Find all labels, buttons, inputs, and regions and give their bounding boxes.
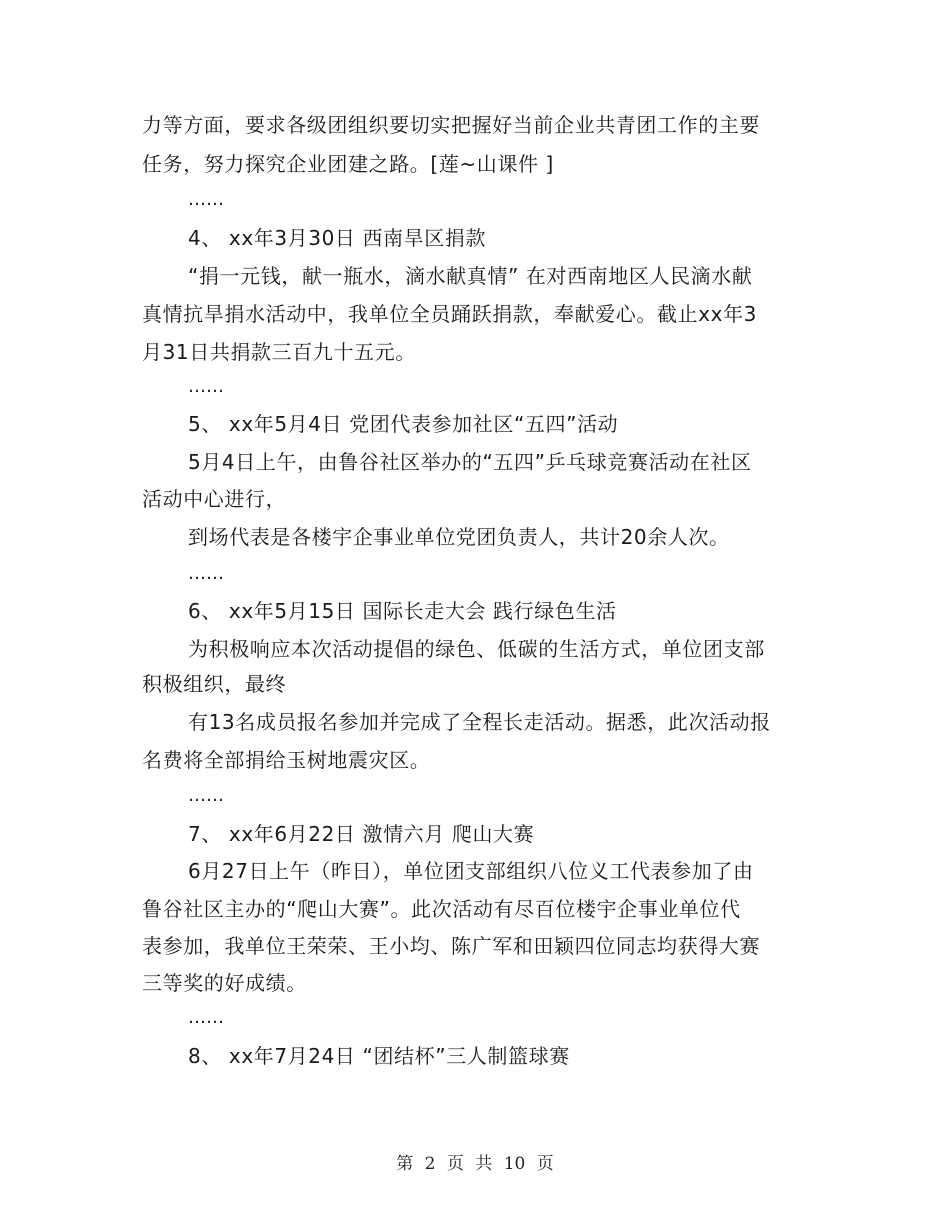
body-line: 为积极响应本次活动提倡的绿色、低碳的生活方式，单位团支部 <box>188 637 765 661</box>
body-line: 鲁谷社区主办的“爬山大赛”。此次活动有尽百位楼宇企事业单位代 <box>142 897 741 921</box>
body-line: 5月4日上午，由鲁谷社区举办的“五四”乒乓球竞赛活动在社区 <box>188 450 752 474</box>
body-line: 名费将全部捐给玉树地震灾区。 <box>142 748 431 772</box>
section-heading-6: 6、 xx年5月15日 国际长走大会 践行绿色生活 <box>188 599 617 623</box>
body-line: 任务，努力探究企业团建之路。[莲~山课件 ] <box>142 152 554 176</box>
footer-prefix: 第 <box>396 1154 414 1174</box>
body-line: 活动中心进行， <box>142 487 287 511</box>
ellipsis-line: …… <box>188 1007 224 1028</box>
section-heading-8: 8、 xx年7月24日 “团结杯”三人制篮球赛 <box>188 1044 570 1068</box>
page-footer <box>0 1152 950 1176</box>
body-line: 力等方面，要求各级团组织要切实把握好当前企业共青团工作的主要 <box>142 113 760 137</box>
body-line: 月31日共捐款三百九十五元。 <box>142 340 416 364</box>
ellipsis-line: …… <box>188 376 224 397</box>
section-heading-5: 5、 xx年5月4日 党团代表参加社区“五四”活动 <box>188 412 619 436</box>
footer-page-number: 2 <box>424 1154 436 1174</box>
ellipsis-line: …… <box>188 189 224 210</box>
footer-suffix: 页 <box>536 1154 554 1174</box>
ellipsis-line: …… <box>188 563 224 584</box>
body-line: 积极组织，最终 <box>142 672 287 696</box>
footer-total-pages: 10 <box>503 1154 526 1174</box>
body-line: 真情抗旱捐水活动中，我单位全员踊跃捐款，奉献爱心。截止xx年3 <box>142 302 757 326</box>
footer-page-word: 页 <box>446 1154 464 1174</box>
body-line: 到场代表是各楼宇企事业单位党团负责人，共计20余人次。 <box>188 525 730 549</box>
body-line: 6月27日上午（昨日），单位团支部组织八位义工代表参加了由 <box>188 859 754 883</box>
body-line: “捐一元钱，献一瓶水，滴水献真情” 在对西南地区人民滴水献 <box>188 264 753 288</box>
section-heading-4: 4、 xx年3月30日 西南旱区捐款 <box>188 226 487 250</box>
body-line: 三等奖的好成绩。 <box>142 971 307 995</box>
ellipsis-line: …… <box>188 785 224 806</box>
body-line: 表参加，我单位王荣荣、王小均、陈广军和田颖四位同志均获得大赛 <box>142 934 760 958</box>
section-heading-7: 7、 xx年6月22日 激情六月 爬山大赛 <box>188 822 535 846</box>
footer-total-word: 共 <box>475 1154 493 1174</box>
body-line: 有13名成员报名参加并完成了全程长走活动。据悉，此次活动报 <box>188 710 771 734</box>
